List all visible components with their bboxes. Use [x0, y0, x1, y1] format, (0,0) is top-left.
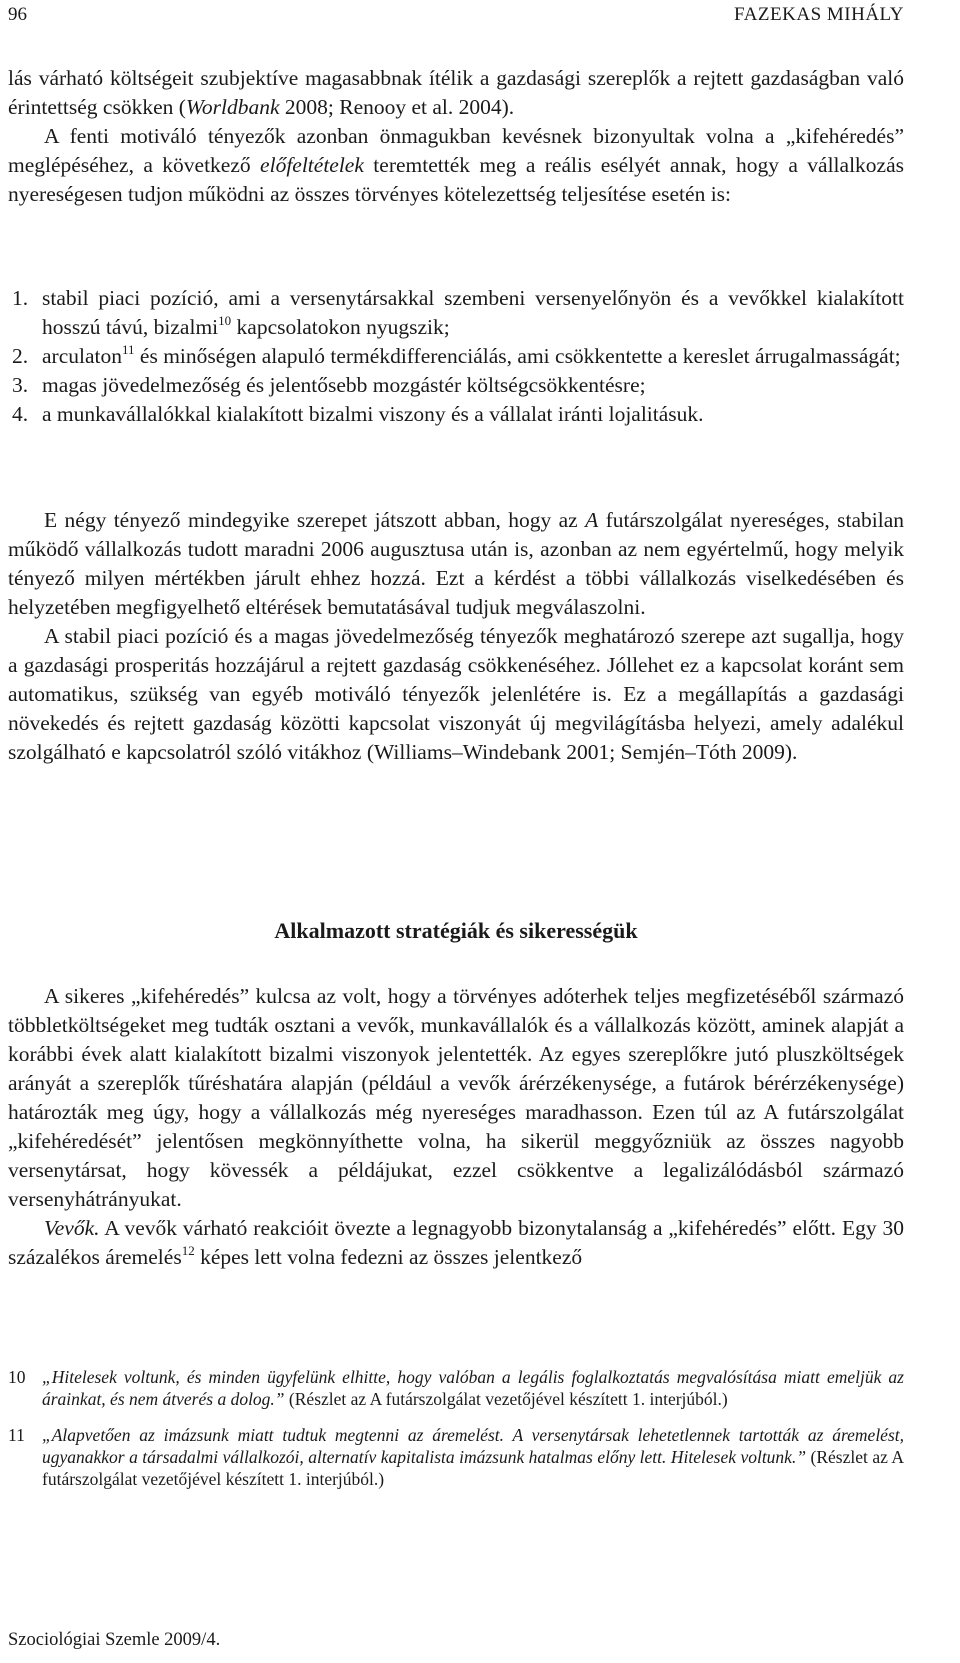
text-run: (Részlet az A futárszolgálat vezetőjével készített 1. interjúból.)	[284, 1389, 728, 1409]
list-number: 4.	[12, 402, 29, 426]
text-run: teremtették meg a reális esélyét annak, hogy a vállalkozás nyereségesen tudjon működni az összes törvényes kötelezettség teljesítése esetén is:	[8, 153, 904, 206]
footnote-ref: 12	[181, 1243, 195, 1258]
running-header	[8, 4, 904, 26]
footnote-number: 11	[8, 1425, 25, 1445]
text-run: A vevők várható reakcióit övezte a legnagyobb bizonytalanság a „kifehéredés” előtt. Egy 30 százalékos áremelés	[8, 1216, 904, 1269]
section-heading: Alkalmazott stratégiák és sikerességük	[274, 918, 638, 943]
list-number: 2.	[12, 344, 29, 368]
text-run: magas jövedelmezőség és jelentősebb mozgástér költségcsökkentésre;	[42, 373, 646, 397]
paragraph-2a	[8, 506, 904, 622]
list-number: 3.	[12, 373, 29, 397]
journal-footer: Szociológiai Szemle 2009/4.	[8, 1630, 221, 1650]
list-item	[8, 371, 904, 400]
text-run: és minőségen alapuló termékdifferenciálás, ami csökkentette a kereslet árrugalmasságát;	[134, 344, 901, 368]
paragraph-2	[8, 506, 904, 767]
italic-run: A	[585, 508, 599, 532]
paragraph-1b	[8, 122, 904, 209]
footnote-number: 10	[8, 1367, 26, 1387]
italic-run: Worldbank	[185, 95, 280, 119]
text-run: képes lett volna fedezni az összes jelentkező	[194, 1245, 583, 1269]
text-run: E négy tényező mindegyike szerepet játszott abban, hogy az	[44, 508, 586, 532]
factor-list	[8, 284, 904, 429]
list-item	[8, 284, 904, 342]
list-item	[8, 342, 904, 371]
footnote-ref: 11	[122, 342, 135, 357]
text-run: futárszolgálat nyereséges, stabilan működő vállalkozás tudott maradni 2006 augusztusa után is, azonban az nem egyértelmű, hogy melyik tényező milyen mértékben járult ehhez hozzá. Ezt a kérdést a többi vállalkozás viselkedésében és helyzetében megfigyelhető eltérések bemutatásával tudjuk megválaszolni.	[8, 508, 904, 619]
paragraph-3	[8, 982, 904, 1272]
text-run: arculaton	[42, 344, 122, 368]
paragraph-3a: A sikeres „kifehéredés” kulcsa az volt, hogy a törvényes adóterhek teljes megfizetéséből származó többletköltségeket meg tudták osztani a vevők, munkavállalók és a vállalkozás között, aminek alapját a korábbi évek alatt kialakított bizalmi viszonyok jelentették. Az egyes szereplőkre jutó pluszköltségek arányát a szereplők tűréshatára alapján (például a vevők árérzékenysége, a futárok bérérzékenysége) határozták meg úgy, hogy a vállalkozás még nyereséges maradhasson. Ezen túl az A futárszolgálat „kifehéredését” jelentősen megkönnyíthette volna, ha sikerül meggyőzniük az összes nagyobb versenytársat, hogy kövessék a példájukat, ezzel csökkentve a legalizálódásból származó versenyhátrányukat.	[8, 984, 904, 1211]
text-run: lás várható költségeit szubjektíve magasabbnak ítélik a gazdasági szereplők a rejtett gazdaságban való érintettség csökken (	[8, 66, 904, 119]
text-run: 2008; Renooy et al. 2004).	[279, 95, 515, 119]
footnote	[8, 1424, 904, 1490]
italic-run: „Hitelesek voltunk, és minden ügyfelünk elhitte, hogy valóban a legális foglalkoztatás megvalósítása miatt emeljük az árainkat, és nem átverés a dolog.”	[42, 1367, 904, 1409]
italic-run: „Alapvetően az imázsunk miatt tudtuk megtenni az áremelést. A versenytársak lehetetlennek tartották az áremelést, ugyanakkor a társadalmi vállalkozói, alternatív kapitalista imázsunk hatalmas előny lett. Hitelesek voltunk.”	[42, 1425, 904, 1467]
paragraph-3b	[8, 1214, 904, 1272]
list-number: 1.	[12, 286, 29, 310]
running-author: FAZEKAS MIHÁLY	[734, 4, 904, 25]
text-run: A fenti motiváló tényezők azonban önmagukban kevésnek bizonyultak volna a „kifehéredés” meglépéséhez, a következő	[8, 124, 904, 177]
text-run: kapcsolatokon nyugszik;	[231, 315, 450, 339]
footnote	[8, 1366, 904, 1410]
paragraph-2b: A stabil piaci pozíció és a magas jövedelmezőség tényezők meghatározó szerepe azt sugallja, hogy a gazdasági prosperitás hozzájárul a rejtett gazdaság csökkenéséhez. Jóllehet ez a kapcsolat koránt sem automatikus, szükség van egyéb motiváló tényezők jelenlétére is. Ez a megállapítás a gazdasági növekedés és rejtett gazdaság közötti kapcsolat viszonyát új megvilágításba helyezi, amely adalékul szolgálható e kapcsolatról szóló vitákhoz (Williams–Windebank 2001; Semjén–Tóth 2009).	[8, 624, 904, 764]
text-run: stabil piaci pozíció, ami a versenytársakkal szembeni versenyelőnyön és a vevőkkel kialakított hosszú távú, bizalmi	[42, 286, 904, 339]
paragraph-1	[8, 64, 904, 209]
italic-run: Vevők.	[44, 1216, 100, 1240]
list-item	[8, 400, 904, 429]
footnote-ref: 10	[218, 313, 232, 328]
text-run: a munkavállalókkal kialakított bizalmi viszony és a vállalat iránti lojalitásuk.	[42, 402, 704, 426]
paragraph-1a	[8, 64, 904, 122]
footnotes	[8, 1366, 904, 1490]
italic-run: előfeltételek	[260, 153, 364, 177]
text-run: (Részlet az A futárszolgálat vezetőjével készített 1. interjúból.)	[42, 1447, 904, 1489]
page-number: 96	[8, 4, 27, 25]
